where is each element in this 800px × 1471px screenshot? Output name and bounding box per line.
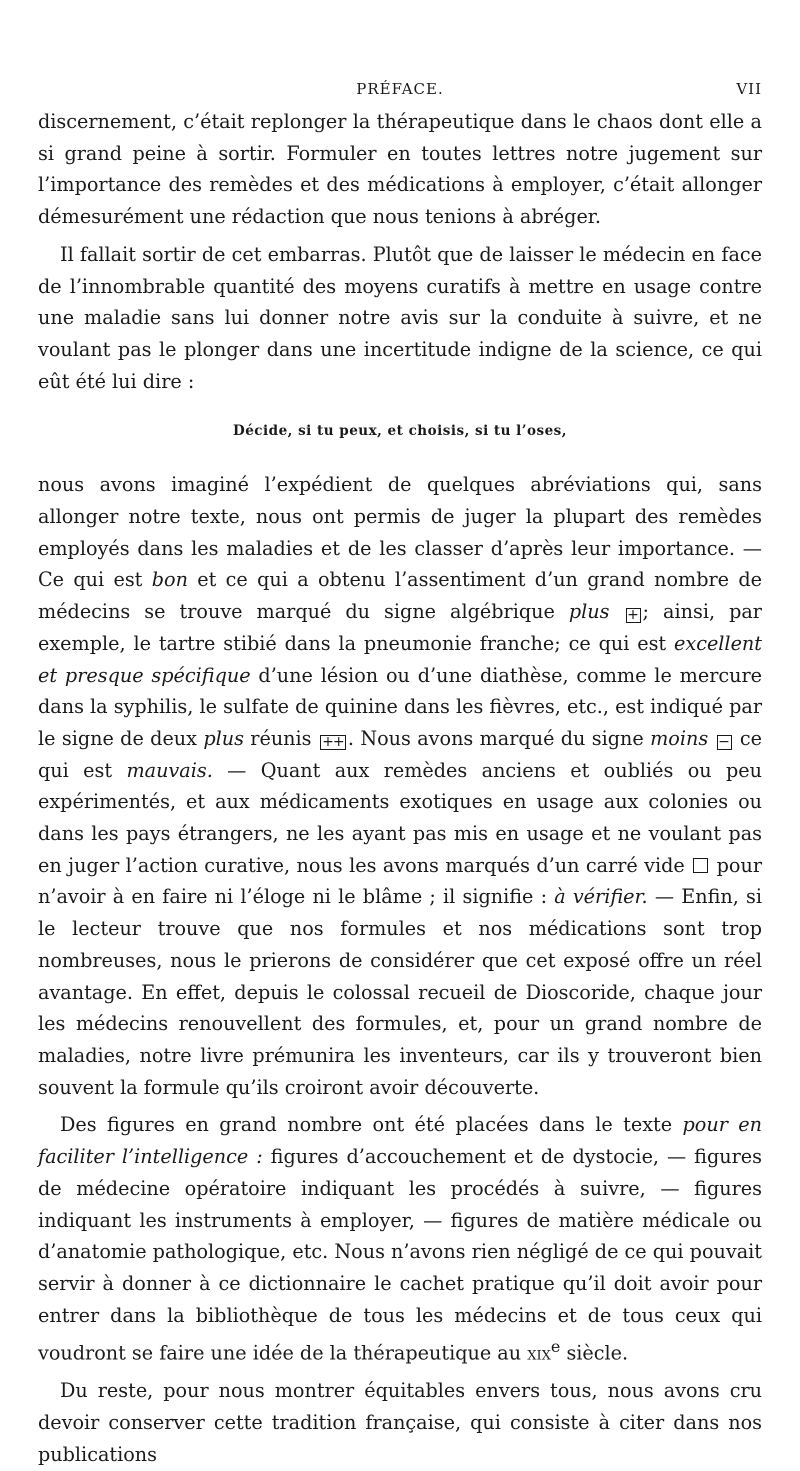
plus-sign-icon: + bbox=[627, 607, 639, 624]
p3-text-j: — Enfin, si le lecteur trouve que nos formules et nos médications sont trop nombreuses, nous le prierons de considérer que cet exposé offre un réel avantage. En effet, depuis le colossal recueil de Dioscoride, chaque jour les médecins renouvellent des formules, et, pour un grand nombre de maladies, notre livre prémunira les inventeurs, car ils y trouveront bien souvent la formule qu’ils croiront avoir découverte. bbox=[38, 885, 763, 1099]
p3-text-f: . Nous avons marqué du signe bbox=[347, 726, 651, 750]
p3-text-d: d’une lésion ou d’une diathèse, comme le mercure dans la syphilis, le sulfate de quinine dans les fièvres, etc., est indiqué par le signe de deux bbox=[38, 663, 763, 750]
p3-excellent: excellent et presque spécifique bbox=[38, 631, 762, 687]
p3-text-e: réunis bbox=[243, 726, 318, 750]
paragraph-4 bbox=[38, 1109, 762, 1369]
paragraph-2: Il fallait sortir de cet embarras. Plutôt que de laisser le médecin en face de l’innombrable quantité des moyens curatifs à mettre en usage contre une maladie sans lui donner notre avis sur la conduite à suivre, et ne voulant pas le plonger dans une incertitude indigne de la science, ce qui eût été lui dire : bbox=[38, 242, 762, 393]
p3-plus: plus bbox=[568, 600, 610, 624]
p4-sup: e bbox=[550, 1337, 561, 1357]
header-title: PRÉFACE. bbox=[356, 80, 444, 98]
double-plus-sign-icon: ++ bbox=[320, 735, 346, 750]
p3-mauvais: mauvais. bbox=[126, 758, 213, 782]
p3-text-a: nous avons imaginé l’expédient de quelques abréviations qui, sans allonger notre texte, nous ont permis de juger la plupart des remèdes employés dans les maladies et de les classer d’après leur importance. — Ce qui est bbox=[38, 473, 762, 592]
paragraph-5: Du reste, pour nous montrer équitables envers tous, nous avons cru devoir conserver cette tradition française, qui consiste à citer dans nos publications bbox=[38, 1379, 762, 1466]
p3-moins: moins bbox=[650, 726, 709, 750]
p4-text-b: figures d’accouchement et de dystocie, — figures de médecine opératoire indiquant les procédés à suivre, — figures indiquant les instruments à employer, — figures de matière médicale ou d’anatomie pathologique, etc. Nous n’avons rien négligé de ce qui pouvait servir à donner à ce dictionnaire le cachet pratique qu’il doit avoir pour entrer dans la bibliothèque de tous les médecins et de tous ceux qui voudront se faire une idée de la thérapeutique au bbox=[38, 1145, 762, 1365]
empty-square-icon bbox=[693, 858, 708, 873]
book-page bbox=[38, 76, 762, 1471]
p3-plus-2: plus bbox=[203, 726, 244, 750]
p4-century: xix bbox=[527, 1341, 551, 1365]
p3-text-c: ; ainsi, par exemple, le tartre stibié dans la pneumonie franche; ce qui est bbox=[38, 600, 762, 655]
paragraph-3 bbox=[38, 469, 762, 1103]
quotation: Décide, si tu peux, et choisis, si tu l’oses, bbox=[233, 423, 567, 440]
p4-text-c: siècle. bbox=[560, 1341, 629, 1365]
p4-pour: pour en faciliter l’intelligence : bbox=[38, 1113, 762, 1169]
minus-sign-icon: − bbox=[718, 733, 730, 750]
p3-text-b: et ce qui a obtenu l’assentiment d’un grand nombre de médecins se trouve marqué du signe algébrique bbox=[38, 568, 762, 624]
p3-text-i: pour n’avoir à en faire ni l’éloge ni le blâme ; il signifie : bbox=[38, 853, 763, 909]
p3-verifier: à vérifier. bbox=[554, 885, 648, 909]
p3-text-g: ce qui est bbox=[38, 726, 762, 782]
p3-bon: bon bbox=[151, 568, 188, 592]
running-header bbox=[38, 76, 762, 106]
page-number: VII bbox=[736, 80, 762, 98]
paragraph-1: discernement, c’était replonger la thérapeutique dans le chaos dont elle a si grand peine à sortir. Formuler en toutes lettres notre jugement sur l’importance des remèdes et des médications à employer, c’était allonger démesurément une rédaction que nous tenions à abréger. bbox=[38, 110, 762, 229]
p4-text-a: Des figures en grand nombre ont été placées dans le texte bbox=[60, 1113, 683, 1137]
p3-text-h: — Quant aux remèdes anciens et oubliés ou peu expérimentés, et aux médicaments exotiques en usage aux colonies ou dans les pays étrangers, ne les ayant pas mis en usage et ne voulant pas en juger l’action curative, nous les avons marqués d’un carré vide bbox=[38, 758, 762, 877]
